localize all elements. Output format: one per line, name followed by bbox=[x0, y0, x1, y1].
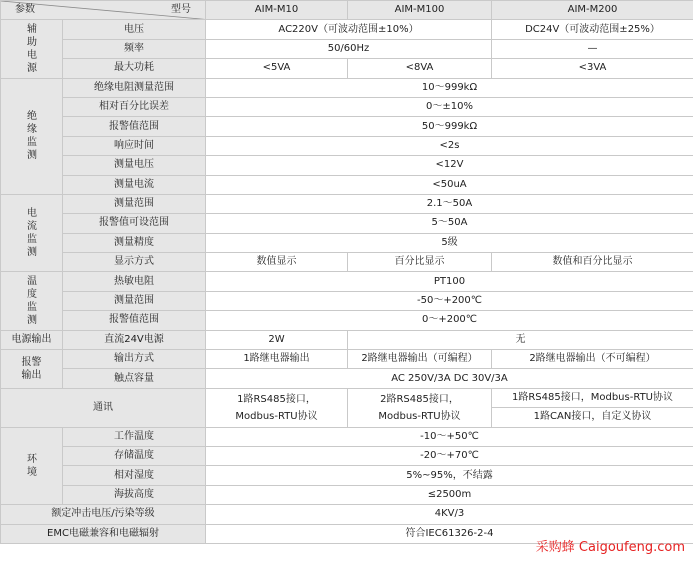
cell-value: -10～+50℃ bbox=[206, 427, 693, 446]
row-label: 工作温度 bbox=[63, 427, 206, 446]
row-label: 热敏电阻 bbox=[63, 272, 206, 291]
table-row bbox=[1, 311, 693, 330]
cell-value: 百分比显示 bbox=[348, 253, 492, 272]
table-row bbox=[1, 253, 693, 272]
model-label: 型号 bbox=[171, 4, 191, 15]
cell-value: 10～999kΩ bbox=[206, 78, 693, 97]
cell-value: <5VA bbox=[206, 59, 348, 78]
cell-value: <12V bbox=[206, 156, 693, 175]
category-aux-power: 辅助电源 bbox=[1, 20, 63, 78]
cell-value: 2路继电器输出（不可编程） bbox=[492, 350, 693, 369]
cell-value: -50～+200℃ bbox=[206, 291, 693, 310]
cell-value: 数值显示 bbox=[206, 253, 348, 272]
row-label: 频率 bbox=[63, 39, 206, 58]
cell-value: 50～999kΩ bbox=[206, 117, 693, 136]
cell-value: AC220V（可波动范围±10%） bbox=[206, 20, 492, 39]
cell-value: <8VA bbox=[348, 59, 492, 78]
emc-label: EMC电磁兼容和电磁辐射 bbox=[1, 524, 206, 543]
table-row bbox=[1, 466, 693, 485]
cell-value: -20～+70℃ bbox=[206, 446, 693, 465]
table-row bbox=[1, 214, 693, 233]
cell-value: 2路继电器输出（可编程） bbox=[348, 350, 492, 369]
cell-value: — bbox=[492, 39, 693, 58]
row-label: 直流24V电源 bbox=[63, 330, 206, 349]
row-label: 绝缘电阻测量范围 bbox=[63, 78, 206, 97]
cell-value: 2.1～50A bbox=[206, 194, 693, 213]
comm-m200-line2: 1路CAN接口，自定义协议 bbox=[492, 408, 693, 427]
cell-value: <50uA bbox=[206, 175, 693, 194]
cell-value bbox=[348, 388, 492, 427]
table-row bbox=[1, 97, 693, 116]
model-m100: AIM-M100 bbox=[348, 1, 492, 20]
cell-value: 2W bbox=[206, 330, 348, 349]
table-row bbox=[1, 59, 693, 78]
cell-value: 符合IEC61326-2-4 bbox=[206, 524, 693, 543]
table-row bbox=[1, 194, 693, 213]
table-row bbox=[1, 330, 693, 349]
row-label: 测量精度 bbox=[63, 233, 206, 252]
row-label: 海拔高度 bbox=[63, 485, 206, 504]
comm-m100-line2: Modbus-RTU协议 bbox=[378, 410, 461, 422]
cell-value: ≤2500m bbox=[206, 485, 693, 504]
cell-value: AC 250V/3A DC 30V/3A bbox=[206, 369, 693, 388]
cell-value: 4KV/3 bbox=[206, 505, 693, 524]
row-label: 测量电流 bbox=[63, 175, 206, 194]
cell-value: 50/60Hz bbox=[206, 39, 492, 58]
row-label: 相对湿度 bbox=[63, 466, 206, 485]
category-current: 电流监测 bbox=[1, 194, 63, 272]
comm-m10-line1: 1路RS485接口， bbox=[237, 393, 316, 405]
table-row bbox=[1, 78, 693, 97]
category-temperature: 温度监测 bbox=[1, 272, 63, 330]
table-row bbox=[1, 388, 693, 407]
table-row bbox=[1, 233, 693, 252]
cell-value: DC24V（可波动范围±25%） bbox=[492, 20, 693, 39]
comm-m100-line1: 2路RS485接口， bbox=[380, 393, 459, 405]
table-row bbox=[1, 136, 693, 155]
cell-value bbox=[206, 388, 348, 427]
row-label: 存储温度 bbox=[63, 446, 206, 465]
row-label: 输出方式 bbox=[63, 350, 206, 369]
comm-m200-line1: 1路RS485接口，Modbus-RTU协议 bbox=[492, 388, 693, 407]
row-label: 响应时间 bbox=[63, 136, 206, 155]
table-row bbox=[1, 175, 693, 194]
cell-value: 5～50A bbox=[206, 214, 693, 233]
cell-value: 0～±10% bbox=[206, 97, 693, 116]
table-row bbox=[1, 291, 693, 310]
row-label: 测量范围 bbox=[63, 291, 206, 310]
category-power-output: 电源输出 bbox=[1, 330, 63, 349]
cell-value: 数值和百分比显示 bbox=[492, 253, 693, 272]
comm-label: 通讯 bbox=[1, 388, 206, 427]
cell-value: 5%~95%，不结露 bbox=[206, 466, 693, 485]
table-row bbox=[1, 117, 693, 136]
row-label: 报警值范围 bbox=[63, 311, 206, 330]
table-row bbox=[1, 39, 693, 58]
cell-value: 5级 bbox=[206, 233, 693, 252]
row-label: 显示方式 bbox=[63, 253, 206, 272]
param-label: 参数 bbox=[15, 4, 35, 16]
table-row bbox=[1, 272, 693, 291]
cell-value: 1路继电器输出 bbox=[206, 350, 348, 369]
row-label: 触点容量 bbox=[63, 369, 206, 388]
table-row bbox=[1, 446, 693, 465]
header-corner bbox=[1, 1, 206, 20]
cell-value: PT100 bbox=[206, 272, 693, 291]
surge-label: 额定冲击电压/污染等级 bbox=[1, 505, 206, 524]
row-label: 相对百分比误差 bbox=[63, 97, 206, 116]
table-row bbox=[1, 156, 693, 175]
model-m200: AIM-M200 bbox=[492, 1, 693, 20]
table-row bbox=[1, 369, 693, 388]
category-alarm-output: 报警输出 bbox=[1, 350, 63, 389]
cell-value: <2s bbox=[206, 136, 693, 155]
header-row bbox=[1, 1, 693, 20]
row-label: 报警值范围 bbox=[63, 117, 206, 136]
watermark: 采购蜂 Caigoufeng.com bbox=[535, 540, 685, 555]
cell-value: <3VA bbox=[492, 59, 693, 78]
table-row bbox=[1, 427, 693, 446]
table-row bbox=[1, 505, 693, 524]
row-label: 报警值可设范围 bbox=[63, 214, 206, 233]
row-label: 测量电压 bbox=[63, 156, 206, 175]
comm-m10-line2: Modbus-RTU协议 bbox=[235, 410, 318, 422]
category-insulation: 绝缘监测 bbox=[1, 78, 63, 194]
row-label: 最大功耗 bbox=[63, 59, 206, 78]
table-row bbox=[1, 20, 693, 39]
row-label: 电压 bbox=[63, 20, 206, 39]
table-row bbox=[1, 350, 693, 369]
table-row bbox=[1, 485, 693, 504]
cell-value: 0～+200℃ bbox=[206, 311, 693, 330]
row-label: 测量范围 bbox=[63, 194, 206, 213]
category-environment: 环境 bbox=[1, 427, 63, 505]
model-m10: AIM-M10 bbox=[206, 1, 348, 20]
cell-value: 无 bbox=[348, 330, 693, 349]
